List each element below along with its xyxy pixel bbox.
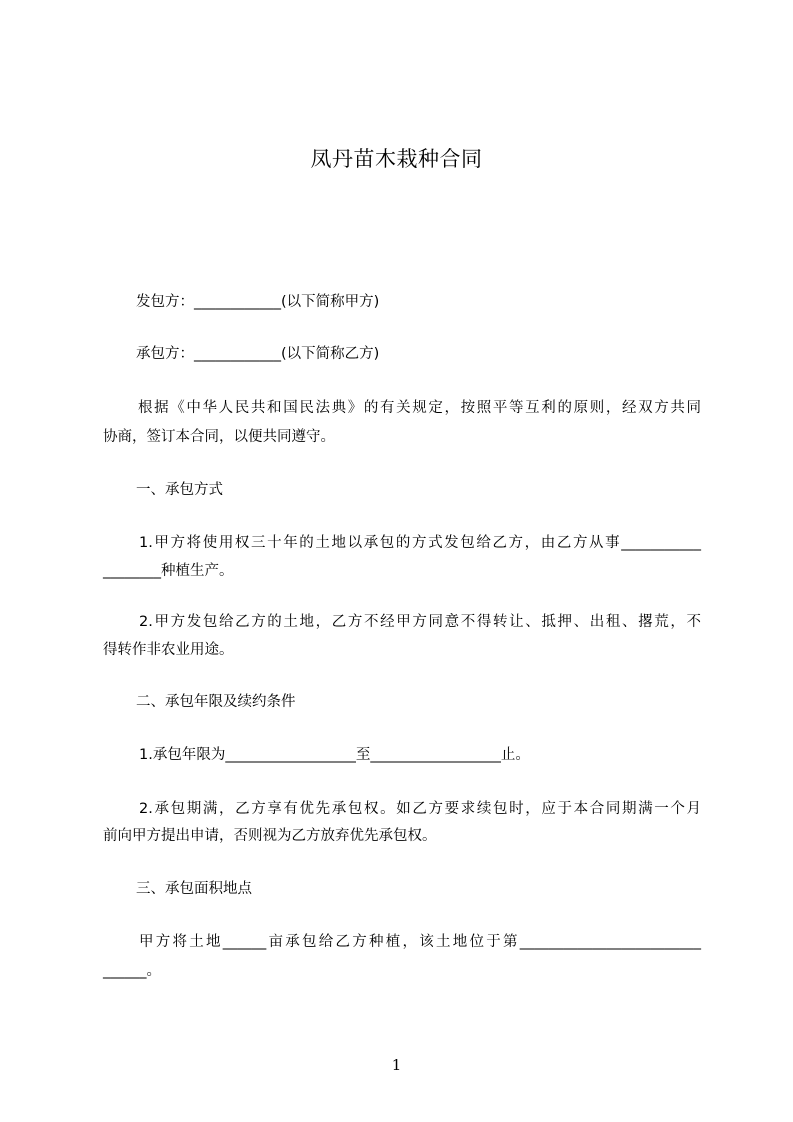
page-number: 1 (391, 1056, 402, 1074)
s3-paragraph-line-1: 甲方将土地______亩承包给乙方种植，该土地位于第_________________________ (139, 934, 701, 950)
intro-paragraph-line-2: 协商，签订本合同，以便共同遵守。 (103, 429, 335, 445)
intro-paragraph-line-1: 根据《中华人民共和国民法典》的有关规定，按照平等互利的原则，经双方共同 (138, 400, 701, 416)
contract-title: 凤丹苗木栽种合同 (310, 147, 483, 171)
s2-item2-line-2: 前向甲方提出申请，否则视为乙方放弃优先承包权。 (103, 828, 437, 844)
s3-paragraph-line-2: ______。 (103, 963, 161, 979)
section-heading-1: 一、承包方式 (136, 482, 223, 498)
s1-item2-line-2: 得转作非农业用途。 (103, 642, 234, 658)
s2-item2-line-1: 2.承包期满，乙方享有优先承包权。如乙方要求续包时，应于本合同期满一个月 (139, 801, 701, 817)
s2-item1-line: 1.承包年限为__________________至__________________止。 (139, 747, 530, 763)
s1-item1-line-1: 1.甲方将使用权三十年的土地以承包的方式发包给乙方，由乙方从事___________ (139, 535, 701, 551)
s1-item1-line-2: ________种植生产。 (103, 563, 234, 579)
s1-item2-line-1: 2.甲方发包给乙方的土地，乙方不经甲方同意不得转让、抵押、出租、撂荒，不 (139, 614, 701, 630)
section-heading-2: 二、承包年限及续约条件 (136, 694, 296, 710)
party-a-line: 发包方：____________(以下简称甲方) (136, 294, 380, 310)
party-b-line: 承包方：____________(以下简称乙方) (136, 346, 380, 362)
section-heading-3: 三、承包面积地点 (136, 881, 252, 897)
